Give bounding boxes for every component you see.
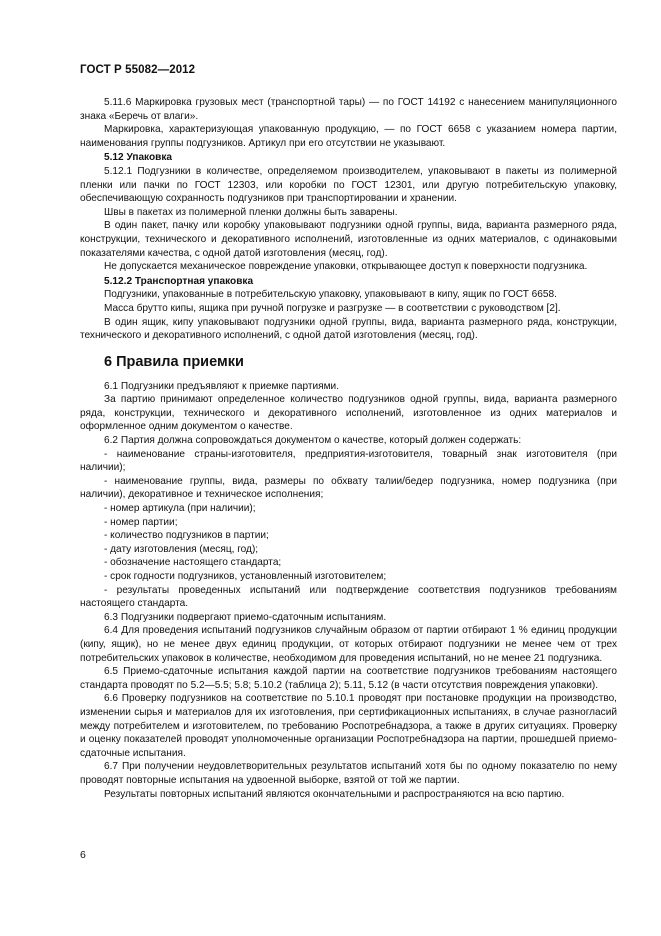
list-item: - дату изготовления (месяц, год); [104,543,259,555]
section-heading-5-12-2: 5.12.2 Транспортная упаковка [104,275,254,287]
list-item: - количество подгузников в партии; [104,530,269,542]
paragraph: 6.4 Для проведения испытаний подгузников случайным образом от партии отбирают 1 % единиц продукции (кипу, ящик), но не менее двух единиц продукции, от которых отбирают подгузники не менее чем от трех потребительских упаковок в количестве, необходимом для проведения испытаний, но не менее 21 подгузника. [80,625,617,664]
paragraph: 6.7 При получении неудовлетворительных результатов испытаний хотя бы по одному показателю по нему проводят повторные испытания на удвоенной выборке, взятой от той же партии. [80,761,617,786]
paragraph: Результаты повторных испытаний являются окончательными и распространяются на всю партию. [104,788,565,800]
paragraph: Подгузники, упакованные в потребительскую упаковку, упаковывают в кипу, ящик по ГОСТ 6658. [104,289,557,301]
paragraph: В один пакет, пачку или коробку упаковывают подгузники одной группы, вида, варианта размерного ряда, конструкции, технического и декоративного исполнений, изготовленные из одних материалов, с одинаковыми показателями качества, с одной датой изготовления (месяц, год). [80,220,617,259]
paragraph: Швы в пакетах из полимерной пленки должны быть заварены. [104,206,398,218]
list-item: - наименование группы, вида, размеры по обхвату талии/бедер подгузника, номер подгузника (при наличии), декоративное и техническое исполнения; [80,475,617,501]
section-heading-6: 6 Правила приемки [104,353,244,370]
page-number: 6 [80,849,86,861]
paragraph: Маркировка, характеризующая упакованную продукцию, — по ГОСТ 6658 с указанием номера партии, наименования группы подгузников. Артикул при его отсутствии не указывают. [80,124,617,149]
list-item: - номер партии; [104,516,178,528]
list-item: - обозначение настоящего стандарта; [104,557,282,569]
paragraph: В один ящик, кипу упаковывают подгузники одной группы, вида, варианта размерного ряда, конструкции, технического и декоративного исполнений, с одной датой изготовления (месяц, год). [80,316,617,342]
paragraph: За партию принимают определенное количество подгузников одной группы, вида, варианта размерного ряда, конструкции, технического и декоративного исполнений, изготовленное из одних материалов и оформленное одним документом о качестве. [80,394,617,433]
list-item: - результаты проведенных испытаний или подтверждение соответствия подгузников требованиям настоящего стандарта. [80,584,617,610]
page-body [80,96,617,801]
standard-header: ГОСТ Р 55082—2012 [80,64,196,76]
list-item: - номер артикула (при наличии); [104,503,256,515]
list-item: - срок годности подгузников, установленный изготовителем; [104,571,387,582]
paragraph: Масса брутто кипы, ящика при ручной погрузке и разгрузке — в соответствии с руководством [2]. [104,302,561,314]
paragraph: 6.1 Подгузники предъявляют к приемке партиями. [104,380,339,392]
paragraph: Не допускается механическое повреждение упаковки, открывающее доступ к поверхности подгузника. [104,261,588,273]
paragraph: 6.6 Проверку подгузников на соответствие по 5.10.1 проводят при постановке продукции на производство, изменении сырья и материалов для их изготовления, при сертификационных испытаниях, в случае разногласий между потребителем и изготовителем, по требованию Роспотребнадзора, а также в других ситуациях. Проверку и оценку показателей проводят уполномоченные организации Роспотребнадзора на партии, прошедшей приемо-сдаточные испытания. [80,693,617,759]
section-heading-5-12: 5.12 Упаковка [104,152,173,164]
list-item: - наименование страны-изготовителя, предприятия-изготовителя, товарный знак изготовителя (при наличии); [80,448,617,474]
paragraph: 5.11.6 Маркировка грузовых мест (транспортной тары) — по ГОСТ 14192 с нанесением манипуляционного знака «Беречь от влаги». [80,97,617,122]
paragraph: 6.3 Подгузники подвергают приемо-сдаточным испытаниям. [104,611,387,623]
paragraph: 5.12.1 Подгузники в количестве, определяемом производителем, упаковывают в пакеты из полимерной пленки или пачки по ГОСТ 12303, или коробки по ГОСТ 12301, или другую потребительскую упаковку, обеспечивающую сохранность подгузников при транспортировании и хранении. [80,165,617,205]
paragraph: 6.5 Приемо-сдаточные испытания каждой партии на соответствие подгузников требованиям настоящего стандарта проводят по 5.2—5.5; 5.8; 5.10.2 (таблица 2); 5.11, 5.12 (в части отсутствия повреждения упаковки). [80,666,617,691]
paragraph: 6.2 Партия должна сопровождаться документом о качестве, который должен содержать: [104,435,522,447]
